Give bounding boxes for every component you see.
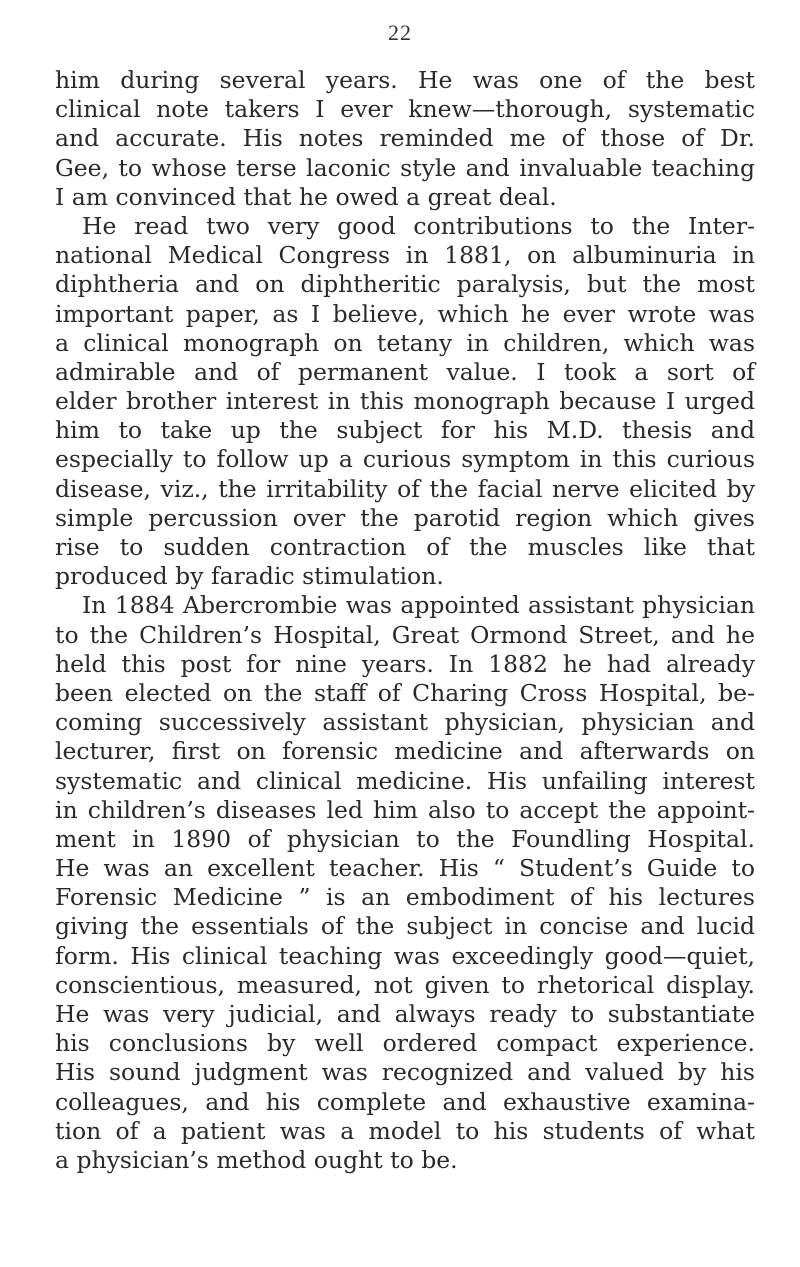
- text-line: important paper, as I believe, which he ever wrote was: [55, 299, 755, 328]
- text-line: a clinical monograph on tetany in children, which was: [55, 328, 755, 357]
- text-line: to the Children’s Hospital, Great Ormond Street, and he: [55, 620, 755, 649]
- text-line: simple percussion over the parotid region which gives: [55, 503, 755, 532]
- text-line: coming successively assistant physician, physician and: [55, 708, 755, 737]
- text-line: in children’s diseases led him also to accept the appoint-: [55, 795, 755, 824]
- text-line: been elected on the staff of Charing Cross Hospital, be-: [55, 678, 755, 707]
- text-line: His sound judgment was recognized and valued by his: [55, 1058, 755, 1087]
- text-line: lecturer, first on forensic medicine and afterwards on: [55, 737, 755, 766]
- text-line: form. His clinical teaching was exceedingly good—quiet,: [55, 941, 755, 970]
- text-line: him during several years. He was one of the best: [55, 66, 755, 94]
- text-line: especially to follow up a curious symptom in this curious: [55, 445, 755, 474]
- text-line: diphtheria and on diphtheritic paralysis, but the most: [55, 270, 755, 299]
- text-line: disease, viz., the irritability of the facial nerve elicited by: [55, 474, 755, 503]
- text-line: ment in 1890 of physician to the Foundling Hospital.: [55, 824, 755, 853]
- text-line: I am convinced that he owed a great deal.: [55, 182, 557, 211]
- text-line: Gee, to whose terse laconic style and invaluable teaching: [55, 153, 755, 182]
- text-line: held this post for nine years. In 1882 he had already: [55, 649, 755, 678]
- text-line: elder brother interest in this monograph because I urged: [55, 387, 755, 416]
- text-line: and accurate. His notes reminded me of those of Dr.: [55, 124, 755, 153]
- text-line: produced by faradic stimulation.: [55, 562, 444, 591]
- text-line: rise to sudden contraction of the muscles like that: [55, 533, 755, 561]
- text-line: He read two very good contributions to the Inter-: [82, 211, 755, 240]
- text-line: conscientious, measured, not given to rhetorical display.: [55, 970, 755, 999]
- text-line: He was very judicial, and always ready to substantiate: [55, 1000, 755, 1028]
- text-line: admirable and of permanent value. I took a sort of: [55, 357, 755, 386]
- text-line: his conclusions by well ordered compact experience.: [55, 1029, 755, 1058]
- text-line: national Medical Congress in 1881, on albuminuria in: [55, 241, 755, 270]
- text-line: colleagues, and his complete and exhaustive examina-: [55, 1087, 755, 1116]
- body-text: [55, 66, 755, 1175]
- text-line: Forensic Medicine ” is an embodiment of his lectures: [55, 883, 755, 912]
- text-line: In 1884 Abercrombie was appointed assistant physician: [82, 591, 755, 620]
- text-line: him to take up the subject for his M.D. thesis and: [55, 416, 755, 445]
- text-line: giving the essentials of the subject in concise and lucid: [55, 912, 755, 941]
- text-line: systematic and clinical medicine. His unfailing interest: [55, 766, 755, 795]
- page-number: 22: [388, 20, 412, 45]
- text-line: clinical note takers I ever knew—thorough, systematic: [55, 95, 755, 124]
- text-line: a physician’s method ought to be.: [55, 1145, 458, 1174]
- text-line: He was an excellent teacher. His “ Student’s Guide to: [55, 854, 755, 883]
- text-line: tion of a patient was a model to his students of what: [55, 1116, 755, 1145]
